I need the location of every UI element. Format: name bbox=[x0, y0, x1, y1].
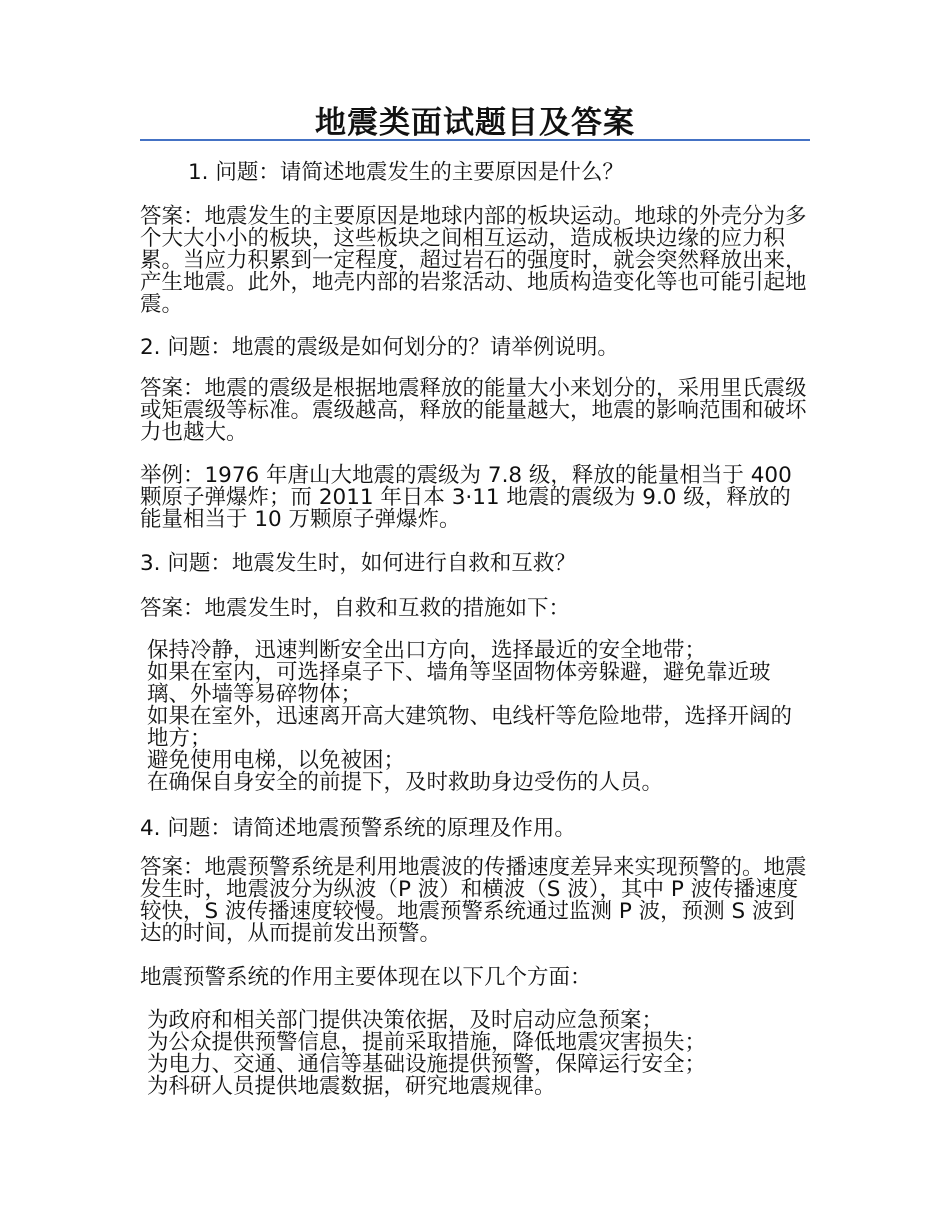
answer-3-list bbox=[140, 640, 800, 794]
answer-3-intro: 答案：地震发生时，自救和互救的措施如下： bbox=[140, 596, 571, 621]
answer-2-example: 举例：1976 年唐山大地震的震级为 7.8 级，释放的能量相当于 400 颗原子弹爆炸；而 2011 年日本 3·11 地震的震级为 9.0 级，释放的能量相当于 10 万颗原子弹爆炸。 bbox=[140, 463, 792, 532]
list-item: 保持冷静，迅速判断安全出口方向，选择最近的安全地带； bbox=[147, 638, 707, 663]
list-item: 如果在室内，可选择桌子下、墙角等坚固物体旁躲避，避免靠近玻璃、外墙等易碎物体； bbox=[147, 660, 771, 707]
answer-1: 答案：地震发生的主要原因是地球内部的板块运动。地球的外壳分为多个大大小小的板块，这些板块之间相互运动，造成板块边缘的应力积累。当应力积累到一定程度，超过岩石的强度时，就会突然释放出来，产生地震。此外，地壳内部的岩浆活动、地质构造变化等也可能引起地震。 bbox=[140, 204, 807, 317]
question-4: 4. 问题：请简述地震预警系统的原理及作用。 bbox=[140, 816, 576, 841]
list-item: 如果在室外，迅速离开高大建筑物、电线杆等危险地带，选择开阔的地方； bbox=[147, 704, 793, 751]
list-item: 避免使用电梯，以免被困； bbox=[147, 748, 406, 773]
question-2: 2. 问题：地震的震级是如何划分的？请举例说明。 bbox=[140, 335, 619, 360]
question-1: 1. 问题：请简述地震发生的主要原因是什么？ bbox=[188, 160, 624, 185]
answer-4: 答案：地震预警系统是利用地震波的传播速度差异来实现预警的。地震发生时，地震波分为纵波（P 波）和横波（S 波），其中 P 波传播速度较快，S 波传播速度较慢。地震预警系统通过监测 P 波，预测 S 波到达的时间，从而提前发出预警。 bbox=[140, 855, 807, 946]
document-title: 地震类面试题目及答案 bbox=[315, 105, 635, 141]
answer-4-intro: 地震预警系统的作用主要体现在以下几个方面： bbox=[140, 965, 592, 990]
title-underline bbox=[140, 139, 810, 141]
answer-4-list bbox=[140, 1010, 800, 1098]
list-item: 为政府和相关部门提供决策依据，及时启动应急预案； bbox=[147, 1008, 664, 1033]
list-item: 为电力、交通、通信等基础设施提供预警，保障运行安全； bbox=[147, 1052, 707, 1077]
list-item: 为公众提供预警信息，提前采取措施，降低地震灾害损失； bbox=[147, 1030, 707, 1055]
question-3: 3. 问题：地震发生时，如何进行自救和互救？ bbox=[140, 551, 576, 576]
answer-2: 答案：地震的震级是根据地震释放的能量大小来划分的，采用里氏震级或矩震级等标准。震级越高，释放的能量越大，地震的影响范围和破坏力也越大。 bbox=[140, 376, 807, 445]
list-item: 为科研人员提供地震数据，研究地震规律。 bbox=[147, 1074, 556, 1099]
list-item: 在确保自身安全的前提下，及时救助身边受伤的人员。 bbox=[147, 770, 664, 795]
